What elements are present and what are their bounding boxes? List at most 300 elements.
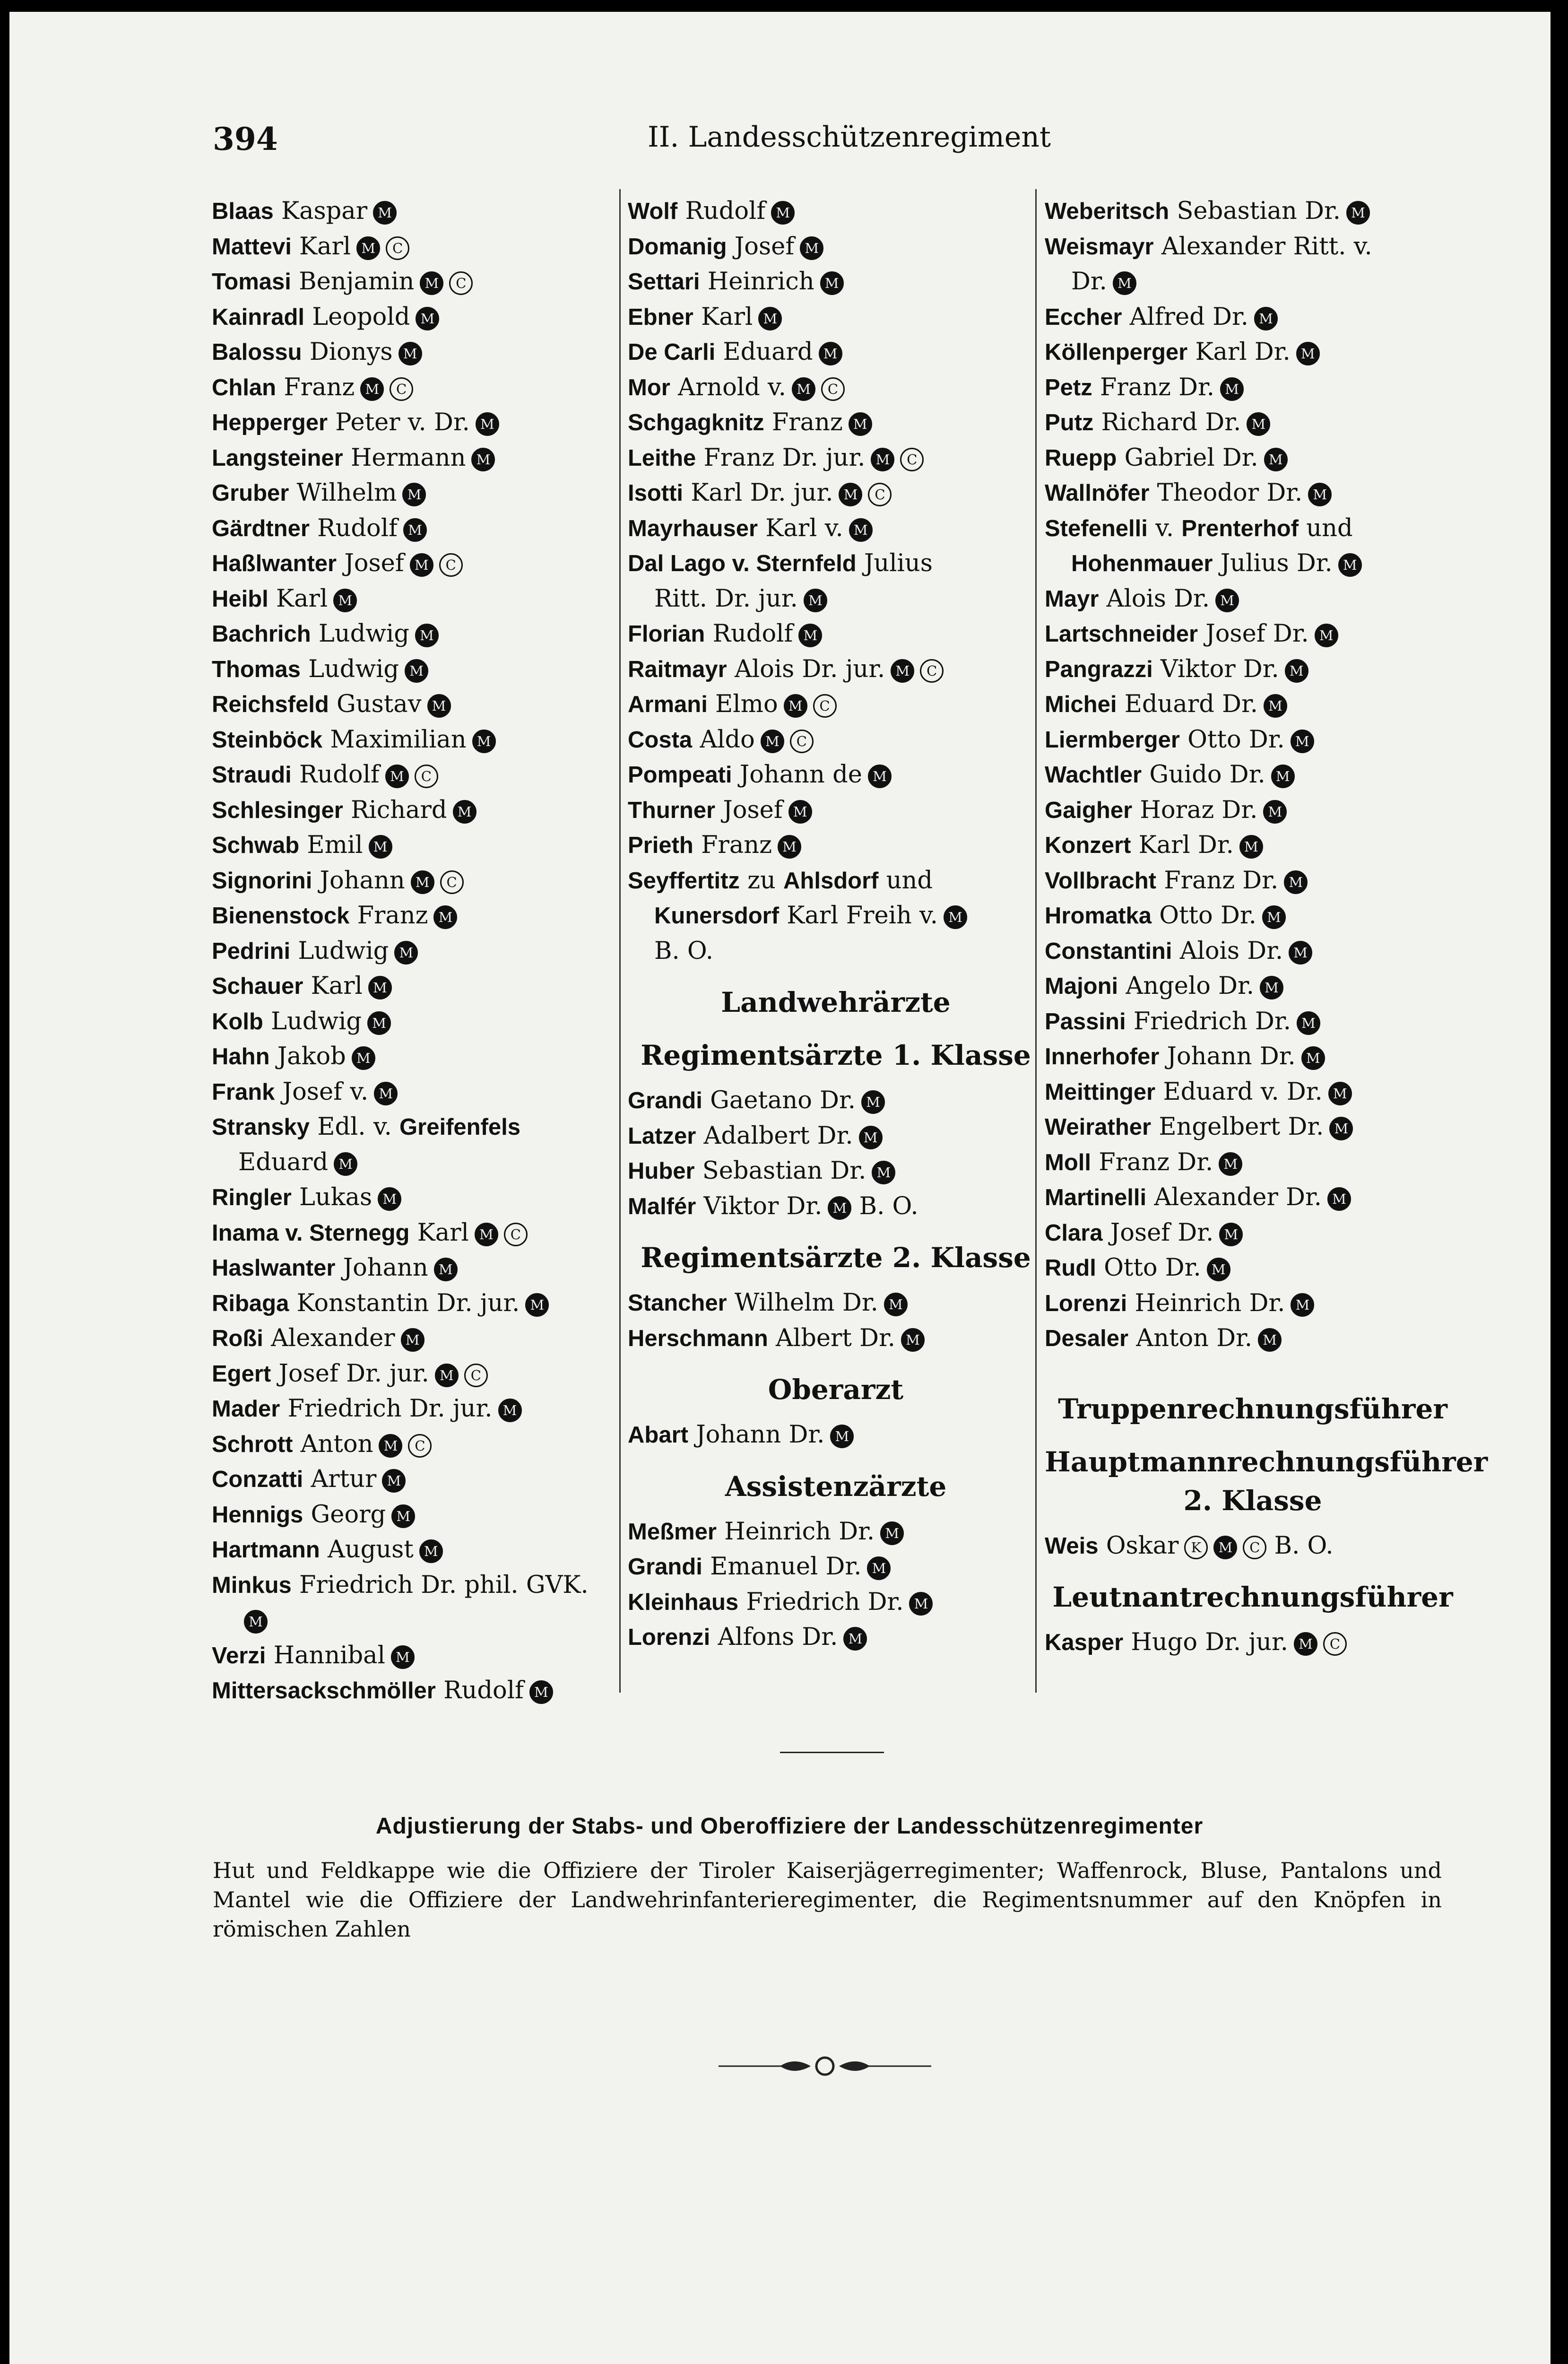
given-name: Arnold v. [678, 373, 786, 401]
decoration-m-icon: M [433, 905, 457, 929]
decoration-m-icon: M [368, 976, 392, 999]
given-name: Eduard [723, 338, 813, 366]
surname: Armani [628, 692, 708, 717]
decoration-m-icon: M [334, 1152, 357, 1176]
given-name: Franz Dr. [1164, 866, 1279, 895]
list-item [212, 1039, 614, 1075]
decoration-m-icon: M [379, 1434, 402, 1458]
given-name: Johann de [739, 761, 862, 789]
given-name: Alexander Dr. [1154, 1183, 1322, 1211]
decoration-m-icon: M [401, 1328, 424, 1352]
list-item [212, 1286, 614, 1321]
given-name: Rudolf [712, 620, 793, 648]
list-item [628, 1620, 1044, 1655]
decoration-m-icon: M [1346, 201, 1370, 225]
decoration-c-icon: C [1323, 1632, 1347, 1656]
list-item [212, 1321, 614, 1356]
column-2 [628, 194, 1044, 1655]
surname: Domanig [628, 234, 727, 260]
list-item [212, 405, 614, 441]
footer-text: Hut und Feldkappe wie die Offiziere der Tiroler Kaiserjägerregimenter; Waffenrock, Bluse, Pantalons und Mantel wie die Offiziere der Landwehrinfanterieregimenter, die Regimentsnummer auf den Knöpfen in römischen Zahlen [213, 1858, 1442, 1942]
given-name: Engelbert Dr. [1159, 1113, 1324, 1141]
surname: Frank [212, 1079, 275, 1105]
decoration-m-icon: M [909, 1592, 933, 1616]
list-item [212, 1532, 614, 1568]
decoration-m-icon: M [1297, 1011, 1320, 1035]
given-name: Johann [343, 1254, 428, 1282]
surname: Straudi [212, 762, 292, 788]
list-item [628, 793, 1044, 828]
list-item [212, 828, 614, 863]
decoration-m-icon: M [1328, 1082, 1352, 1105]
decoration-m-icon: M [758, 307, 782, 330]
surname: Kainradl [212, 304, 305, 330]
given-name: Friedrich Dr. [746, 1588, 904, 1616]
given-name: Karl v. [765, 514, 843, 542]
list-item [1045, 969, 1461, 1004]
list-item [1045, 1321, 1461, 1356]
decoration-m-icon: M [1308, 483, 1332, 506]
list-item [1045, 652, 1461, 687]
given-name: Alois Dr. jur. [734, 655, 885, 683]
decoration-c-icon: C [1243, 1536, 1266, 1559]
list-item [628, 757, 1044, 793]
decoration-m-icon: M [1207, 1258, 1230, 1281]
decoration-m-icon: M [849, 518, 873, 542]
surname: Grandi [628, 1088, 702, 1113]
decoration-m-icon: M [244, 1610, 268, 1634]
given-name: Franz [701, 831, 772, 859]
continuation-text: Ritt. Dr. jur. [654, 584, 798, 613]
decoration-m-icon: M [843, 1627, 867, 1651]
decoration-m-icon: M [819, 342, 842, 365]
decoration-m-icon: M [398, 342, 422, 365]
list-item [212, 687, 614, 722]
list-item [1045, 1004, 1461, 1040]
given-name: Aldo [700, 725, 755, 754]
page [9, 12, 1551, 2364]
given-name: Karl [417, 1218, 469, 1247]
decoration-m-icon: M [419, 1539, 443, 1563]
list-item [1045, 757, 1461, 793]
column-1 [212, 194, 614, 1709]
list-item [1045, 264, 1461, 300]
list-item [212, 1110, 614, 1145]
surname: Hahn [212, 1044, 270, 1069]
list-item [628, 1083, 1044, 1119]
list-item [1045, 1145, 1461, 1181]
decoration-m-icon: M [867, 1556, 891, 1580]
list-item [628, 582, 1044, 617]
list-item [628, 229, 1044, 265]
list-item [212, 194, 614, 229]
given-name: Alexander [271, 1324, 395, 1352]
decoration-m-icon: M [871, 448, 894, 471]
given-name: Lukas [299, 1183, 373, 1211]
decoration-c-icon: C [464, 1364, 488, 1387]
list-item [212, 1356, 614, 1392]
given-name: Rudolf [443, 1677, 524, 1704]
given-name: Gabriel Dr. [1124, 443, 1258, 472]
decoration-m-icon: M [367, 1011, 391, 1035]
decoration-m-icon: M [411, 870, 434, 894]
surname: Majoni [1045, 973, 1118, 999]
list-item [628, 1585, 1044, 1620]
decoration-m-icon: M [1329, 1117, 1353, 1140]
decoration-c-icon: C [440, 870, 464, 894]
list-item [628, 1514, 1044, 1550]
decoration-m-icon: M [1294, 1632, 1317, 1656]
name-suffix: und [886, 866, 933, 895]
decoration-m-icon: M [901, 1328, 925, 1352]
given-name: Karl Dr. jur. [691, 479, 833, 507]
section-heading: Regimentsärzte 2. Klasse [641, 1242, 1031, 1274]
list-item [628, 194, 1044, 229]
decoration-m-icon: M [880, 1521, 904, 1545]
given-name: Alfred Dr. [1129, 303, 1248, 331]
decoration-m-icon: M [1239, 835, 1263, 859]
decoration-c-icon: C [439, 553, 463, 577]
list-item [1045, 1216, 1461, 1251]
given-name: Gustav [337, 690, 422, 718]
given-name: Otto Dr. [1187, 725, 1285, 754]
decoration-m-icon: M [792, 377, 815, 401]
given-name: Horaz Dr. [1140, 796, 1258, 824]
list-item [628, 1417, 1044, 1453]
given-name: Friedrich Dr. [1133, 1007, 1291, 1035]
decoration-m-icon: M [356, 236, 380, 260]
given-name: Georg [311, 1500, 386, 1529]
given-name: Heinrich Dr. [724, 1517, 875, 1546]
decoration-m-icon: M [1263, 800, 1287, 824]
surname: Dal Lago v. Sternfeld [628, 551, 857, 576]
decoration-m-icon: M [861, 1090, 885, 1114]
continuation-text: Julius Dr. [1220, 549, 1333, 577]
surname: Abart [628, 1422, 688, 1448]
decoration-m-icon: M [360, 377, 384, 401]
decoration-m-icon: M [1285, 659, 1308, 683]
given-name: Franz Dr. [1099, 1148, 1213, 1176]
given-name: Heinrich Dr. [1135, 1289, 1285, 1317]
surname: Kolb [212, 1008, 263, 1034]
surname: Lorenzi [628, 1625, 710, 1650]
section-heading: Assistenzärzte [725, 1470, 947, 1503]
list-item [212, 793, 614, 828]
surname: Leithe [628, 445, 696, 471]
given-name: Wilhelm Dr. [734, 1289, 878, 1317]
surname: Clara [1045, 1220, 1103, 1246]
decoration-m-icon: M [872, 1161, 895, 1184]
surname: Pedrini [212, 938, 291, 964]
decoration-m-icon: M [1291, 1293, 1314, 1317]
given-name: Rudolf [685, 197, 766, 225]
list-item [212, 617, 614, 652]
column-3 [1045, 194, 1488, 1660]
surname: Constantini [1045, 938, 1172, 964]
given-name: Otto Dr. [1159, 902, 1256, 930]
surname: Lartschneider [1045, 621, 1198, 647]
given-name: Hermann [350, 443, 466, 472]
list-item [1045, 546, 1461, 582]
surname: Tomasi [212, 269, 291, 295]
continuation-text: Karl Freih v. [787, 902, 938, 930]
decoration-m-icon: M [352, 1046, 375, 1070]
surname: Wallnöfer [1045, 480, 1150, 506]
given-name: Anton Dr. [1136, 1324, 1253, 1352]
list-item [628, 1286, 1044, 1321]
list-item [212, 1004, 614, 1040]
list-item [1045, 793, 1461, 828]
decoration-m-icon: M [800, 236, 823, 260]
decoration-c-icon: C [449, 271, 473, 295]
given-name: Rudolf [299, 761, 380, 789]
surname: Signorini [212, 868, 312, 894]
given-name: Franz [284, 373, 355, 401]
surname-part: Kunersdorf [654, 903, 780, 929]
given-name: Otto Dr. [1104, 1254, 1201, 1282]
footer-title: Adjustierung der Stabs- und Oberoffiziere der Landesschützenregimenter [375, 1814, 1204, 1839]
section-heading: Regimentsärzte 1. Klasse [641, 1039, 1031, 1071]
surname: Mayr [1045, 586, 1099, 612]
surname: Putz [1045, 410, 1094, 435]
surname: Moll [1045, 1149, 1091, 1175]
decoration-c-icon: C [920, 659, 944, 683]
surname: Meittinger [1045, 1079, 1156, 1105]
decoration-c-icon: C [790, 730, 814, 753]
given-name: Richard [351, 796, 447, 824]
surname: Inama v. Sternegg [212, 1220, 410, 1246]
decoration-c-icon: C [390, 377, 413, 401]
decoration-m-icon: M [416, 307, 439, 330]
surname: Passini [1045, 1008, 1126, 1034]
decoration-m-icon: M [453, 800, 476, 824]
given-name: Artur [311, 1465, 377, 1493]
list-item [212, 335, 614, 370]
given-name: Ludwig [318, 620, 409, 648]
decoration-c-icon: C [386, 236, 409, 260]
decoration-m-icon: M [427, 694, 451, 718]
surname: Schrott [212, 1431, 293, 1457]
list-item [212, 1075, 614, 1110]
list-item [212, 300, 614, 335]
name-suffix: und [1306, 514, 1353, 542]
decoration-m-icon: M [1260, 976, 1283, 999]
surname: Grandi [628, 1554, 702, 1580]
decoration-m-icon: M [475, 1223, 498, 1246]
decoration-m-icon: M [1271, 765, 1295, 788]
given-name: Johann Dr. [696, 1421, 825, 1449]
decoration-m-icon: M [1338, 553, 1362, 577]
list-item [1045, 1180, 1461, 1216]
decoration-m-icon: M [859, 1126, 883, 1149]
surname: Mattevi [212, 234, 292, 260]
surname: Schwab [212, 833, 300, 858]
decoration-m-icon: M [828, 1196, 851, 1220]
list-item [212, 511, 614, 547]
given-name: Edl. v. [317, 1113, 392, 1141]
decoration-m-icon: M [382, 1469, 406, 1493]
decoration-m-icon: M [849, 412, 872, 436]
decoration-m-icon: M [1254, 307, 1278, 330]
list-item [212, 264, 614, 300]
surname: Eccher [1045, 304, 1122, 330]
surname: Weberitsch [1045, 199, 1170, 224]
page-title: II. Landesschützenregiment [648, 121, 1051, 154]
decoration-m-icon: M [1220, 377, 1244, 401]
decoration-m-icon: M [385, 765, 409, 788]
list-item [1045, 405, 1461, 441]
decoration-m-icon: M [471, 448, 495, 471]
decoration-m-icon: M [403, 518, 427, 542]
surname: Lorenzi [1045, 1290, 1127, 1316]
decoration-m-icon: M [333, 589, 357, 612]
given-name: Josef Dr. jur. [278, 1359, 429, 1388]
decoration-c-icon: C [900, 448, 924, 471]
given-name: Johann Dr. [1167, 1043, 1296, 1070]
given-name: Viktor Dr. [1160, 655, 1279, 683]
given-name: Leopold [312, 303, 410, 331]
list-item [1045, 1529, 1461, 1564]
decoration-m-icon: M [378, 1187, 401, 1211]
list-item [212, 722, 614, 758]
surname: Michei [1045, 692, 1117, 717]
surname: Schlesinger [212, 797, 343, 823]
list-item [1045, 1110, 1461, 1145]
page-number: 394 [213, 121, 278, 157]
decoration-m-icon: M [472, 730, 496, 753]
given-name: Karl [299, 232, 351, 261]
decoration-m-icon: M [525, 1293, 549, 1317]
given-name: Josef [734, 232, 795, 261]
given-name: Friedrich Dr. phil. GVK. [299, 1571, 589, 1599]
column-divider [619, 189, 621, 1693]
given-name: Alexander Ritt. v. [1161, 232, 1372, 261]
given-name: Eduard Dr. [1124, 690, 1258, 718]
given-name: Josef Dr. [1205, 620, 1309, 648]
surname: Huber [628, 1158, 695, 1184]
given-name: Sebastian Dr. [702, 1157, 866, 1185]
list-item [628, 405, 1044, 441]
list-item [1045, 582, 1461, 617]
list-item [212, 1603, 614, 1638]
surname: Haßlwanter [212, 551, 337, 576]
list-item [212, 1145, 614, 1181]
given-name: Franz Dr. jur. [703, 443, 866, 472]
given-name: Guido Dr. [1149, 761, 1265, 789]
decoration-m-icon: M [391, 1504, 415, 1528]
decoration-m-icon: M [784, 694, 807, 718]
list-item [212, 1673, 614, 1709]
given-name: Oskar [1106, 1531, 1179, 1560]
decoration-m-icon: M [391, 1645, 415, 1669]
surname: Konzert [1045, 833, 1131, 858]
decoration-m-icon: M [1291, 730, 1314, 753]
given-name: Kaspar [281, 197, 368, 225]
surname: Haslwanter [212, 1255, 336, 1281]
decoration-m-icon: M [771, 201, 795, 225]
list-item [628, 300, 1044, 335]
given-name: Wilhelm [296, 479, 397, 507]
continuation-text: B. O. [654, 937, 713, 965]
surname: Settari [628, 269, 700, 295]
decoration-m-icon: M [868, 765, 892, 788]
surname: Rudl [1045, 1255, 1096, 1281]
surname: Vollbracht [1045, 868, 1156, 894]
list-item [1045, 1251, 1461, 1286]
surname: Verzi [212, 1643, 266, 1669]
continuation-text: Dr. [1071, 268, 1107, 296]
list-item [212, 1427, 614, 1462]
given-name: Hannibal [273, 1641, 385, 1669]
list-item [212, 1180, 614, 1216]
list-item [212, 1251, 614, 1286]
surname: Mittersackschmöller [212, 1678, 436, 1703]
surname: Schgagknitz [628, 410, 764, 435]
list-item [212, 934, 614, 969]
section-heading: Hauptmannrechnungsführer 2. Klasse [1045, 1445, 1488, 1517]
surname: Pompeati [628, 762, 732, 788]
surname: Langsteiner [212, 445, 343, 471]
list-item [628, 511, 1044, 547]
list-item [1045, 722, 1461, 758]
decoration-c-icon: C [408, 1434, 432, 1458]
list-item [1045, 828, 1461, 863]
decoration-m-icon: M [820, 271, 844, 295]
decoration-c-icon: C [821, 377, 845, 401]
surname: Latzer [628, 1123, 696, 1149]
given-name: Theodor Dr. [1157, 479, 1303, 507]
given-name: Karl [311, 972, 363, 1000]
award-note: B. O. [859, 1192, 918, 1220]
surname: Raitmayr [628, 656, 727, 682]
surname: Hromatka [1045, 903, 1152, 929]
list-item [1045, 300, 1461, 335]
given-name: Franz [357, 902, 428, 930]
decoration-m-icon: M [1301, 1046, 1325, 1070]
list-item [1045, 934, 1461, 969]
given-name: Sebastian Dr. [1177, 197, 1341, 225]
surname: Costa [628, 727, 693, 753]
surname: Stancher [628, 1290, 727, 1316]
given-name: Alfons Dr. [718, 1623, 838, 1651]
given-name: Johann [320, 866, 405, 895]
given-name: Richard Dr. [1101, 408, 1241, 436]
decoration-m-icon: M [410, 553, 433, 577]
section-heading: Landwehrärzte [721, 986, 951, 1018]
list-item [212, 1391, 614, 1427]
list-item [212, 546, 614, 582]
surname: Bachrich [212, 621, 311, 647]
decoration-m-icon: M [529, 1680, 553, 1704]
surname: Isotti [628, 480, 684, 506]
surname: Ruepp [1045, 445, 1117, 471]
surname: Köllenperger [1045, 339, 1188, 365]
given-name: Viktor Dr. [703, 1192, 823, 1220]
list-item [1045, 511, 1461, 547]
surname: Thurner [628, 797, 716, 823]
surname-part: Hohenmauer [1071, 551, 1213, 576]
given-name: zu [747, 866, 776, 895]
surname: Hepperger [212, 410, 328, 435]
list-item [628, 617, 1044, 652]
given-name: Ludwig [308, 655, 399, 683]
surname: Pangrazzi [1045, 656, 1153, 682]
surname: Stefenelli [1045, 515, 1148, 541]
list-item [628, 476, 1044, 511]
list-item [212, 863, 614, 899]
surname: Conzatti [212, 1467, 303, 1492]
list-item [628, 1321, 1044, 1356]
